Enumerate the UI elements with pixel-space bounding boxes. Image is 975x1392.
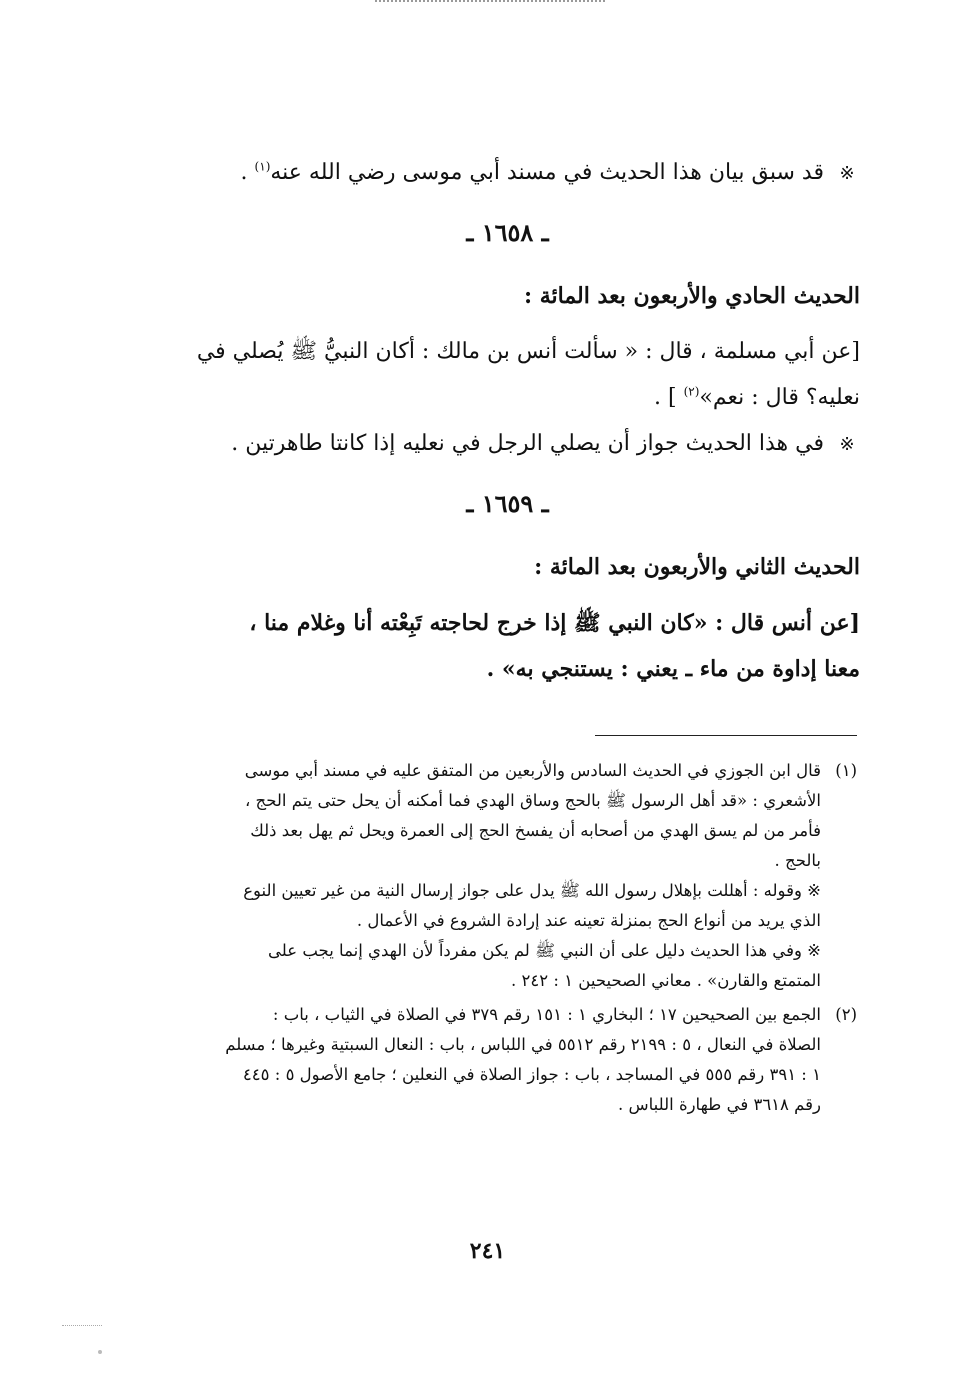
margin-speck [62,1325,102,1326]
hadith-1659-line-1: [عن أنس قال : «كان النبي ﷺ إذا خرج لحاجته تَبِعْته أنا وغلام منا ، [249,610,860,636]
intro-end: . [240,160,255,185]
footnote-ref-2[interactable]: (٢) [683,384,700,399]
footnote-1-number: (١) [835,761,857,780]
footnote-separator [595,735,857,736]
hadith-1658-line-2-end: ] . [654,385,684,410]
footnote-2-number: (٢) [835,1005,857,1024]
footnotes [152,756,857,1120]
footnote-line: الصلاة في النعال ، ٥ : ٢١٩٩ رقم ٥٥١٢ في اللباس ، باب : النعال السبتية وغيرها ؛ مسلم [225,1035,821,1054]
footnote-1 [152,756,857,996]
footnote-line: الجمع بين الصحيحين ١٧ ؛ البخاري ١ : ١٥١ رقم ٣٧٩ في الصلاة في الثياب ، باب : [272,1005,821,1024]
hadith-1659-line-2: معنا إداوة من ماء ـ يعني : يستنجي به» . [486,656,860,682]
hadith-1658-line-2 [155,375,860,421]
hadith-number-1658: ـ ١٦٥٨ ـ [466,218,549,247]
footnote-line: ※ وفي هذا الحديث دليل على أن النبي ﷺ لم يكن مفرداً لأن الهدي إنما يجب على [268,941,821,960]
intro-text: قد سبق بيان هذا الحديث في مسند أبي موسى رضي الله عنه [270,160,824,185]
footnote-2-body [152,1000,821,1120]
footnote-line: ※ وقوله : أهللت بإهلال رسول الله ﷺ يدل على جواز إرسال النية من غير تعيين النوع [243,881,821,900]
hadith-heading-1658: الحديث الحادي والأربعون بعد المائة : [523,283,860,309]
margin-dot [98,1350,102,1354]
footnote-line: المتمتع والقارن» . معاني الصحيحين ١ : ٢٤٢ . [511,971,821,990]
main-text [155,150,860,692]
star-icon: ※ [839,434,855,455]
top-dotted-mark [375,0,605,6]
footnote-line: فأمر من لم يسق الهدي من أصحابه أن يفسخ الحج إلى العمرة ويحل ثم يهل بعد ذلك [250,821,821,840]
hadith-1658-comment-text: في هذا الحديث جواز أن يصلي الرجل في نعليه إذا كانتا طاهرتين . [231,431,824,456]
hadith-1658-comment [155,421,860,468]
intro-line [155,150,860,197]
footnote-line: الذي يريد من أنواع الحج بمنزلة تعينه عند إرادة الشروع في الأعمال . [356,911,821,930]
star-icon: ※ [839,163,855,184]
hadith-heading-1659: الحديث الثاني والأربعون بعد المائة : [534,554,860,580]
hadith-1658-line-1: [عن أبي مسلمة ، قال : « سألت أنس بن مالك : أكان النبيُّ ﷺ يُصلي في [196,339,860,364]
hadith-number-1659: ـ ١٦٥٩ ـ [466,489,549,518]
footnote-line: الأشعري : «قد أهل الرسول ﷺ بالحج وساق الهدي فما أمكنه أن يحل حتى يتم الحج ، [244,791,821,810]
footnote-ref-1[interactable]: (١) [254,159,271,174]
footnote-line: بالحج . [774,851,821,870]
page-number: ٢٤١ [469,1238,506,1264]
footnote-line: رقم ٣٦١٨ في طهارة اللباس . [617,1095,821,1114]
footnote-2 [152,1000,857,1120]
hadith-1658-line-2-text: نعليه؟ قال : نعم» [699,385,860,410]
footnote-line: ١ : ٣٩١ رقم ٥٥٥ في المساجد ، باب : جواز الصلاة في النعلين ؛ جامع الأصول ٥ : ٤٤٥ [242,1065,821,1084]
footnote-line: قال ابن الجوزي في الحديث السادس والأربعين من المتفق عليه في مسند أبي موسى [244,761,821,780]
footnote-1-body [152,756,821,996]
